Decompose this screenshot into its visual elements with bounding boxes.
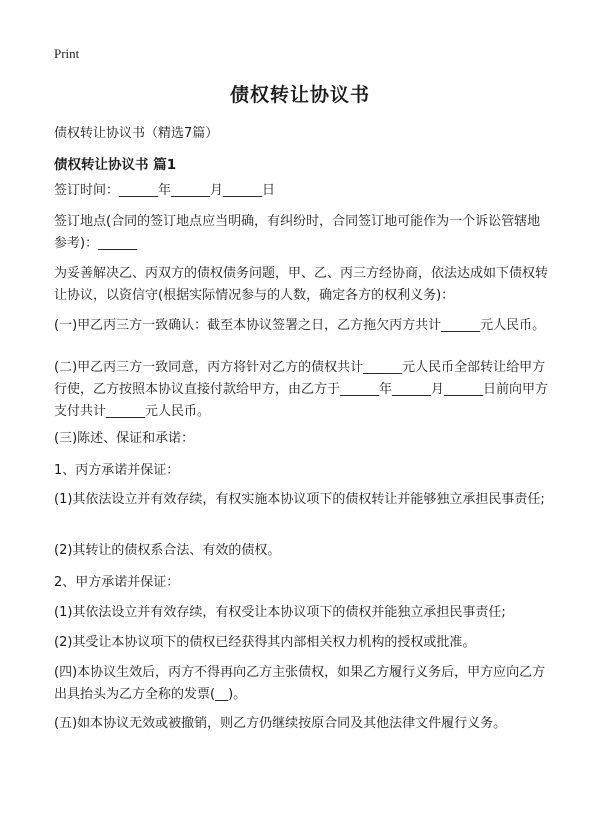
paragraph-clause-4: (四)本协议生效后，丙方不得再向乙方主张债权，如果乙方履行义务后，甲方应向乙方出具抬头为乙方全称的发票(__)。 <box>54 665 546 702</box>
paragraph-party-c-item-2: (2)其转让的债权系合法、有效的债权。 <box>54 543 281 558</box>
document-subtitle: 债权转让协议书（精选7篇） <box>54 126 219 141</box>
print-link[interactable]: Print <box>54 46 80 61</box>
paragraph-clause-2: (二)甲乙丙三方一致同意，丙方将针对乙方的债权共计______元人民币全部转让给甲方行使，乙方按照本协议直接付款给甲方，由乙方于______年______月______日前向甲方支付共计______元人民币。 <box>54 360 549 419</box>
paragraph-party-a-item-2: (2)其受让本协议项下的债权已经获得其内部相关权力机构的授权或批准。 <box>54 635 476 650</box>
section-heading: 债权转让协议书 篇1 <box>54 157 177 173</box>
paragraph-party-a-item-1: (1)其依法设立并有效存续，有权受让本协议项下的债权并能独立承担民事责任; <box>54 605 506 620</box>
paragraph-clause-3: (三)陈述、保证和承诺： <box>54 431 195 446</box>
paragraph-party-c-heading: 1、丙方承诺并保证： <box>54 463 180 478</box>
paragraph-sign-location: 签订地点(合同的签订地点应当明确，有纠纷时，合同签订地可能作为一个诉讼管辖地参考)：______ <box>54 214 541 251</box>
paragraph-sign-date: 签订时间：______年______月______日 <box>54 183 276 198</box>
page-title: 债权转让协议书 <box>229 84 370 106</box>
paragraph-preamble: 为妥善解决乙、丙双方的债权债务问题，甲、乙、丙三方经协商，依法达成如下债权转让协议，以资信守(根据实际情况参与的人数，确定各方的权利义务)： <box>54 266 549 303</box>
paragraph-clause-5: (五)如本协议无效或被撤销，则乙方仍继续按原合同及其他法律文件履行义务。 <box>54 716 507 731</box>
paragraph-clause-1: (一)甲乙丙三方一致确认：截至本协议签署之日，乙方拖欠丙方共计______元人民币。 <box>54 318 546 333</box>
paragraph-party-c-item-1: (1)其依法设立并有效存续，有权实施本协议项下的债权转让并能够独立承担民事责任; <box>54 492 545 507</box>
paragraph-party-a-heading: 2、甲方承诺并保证： <box>54 575 180 590</box>
